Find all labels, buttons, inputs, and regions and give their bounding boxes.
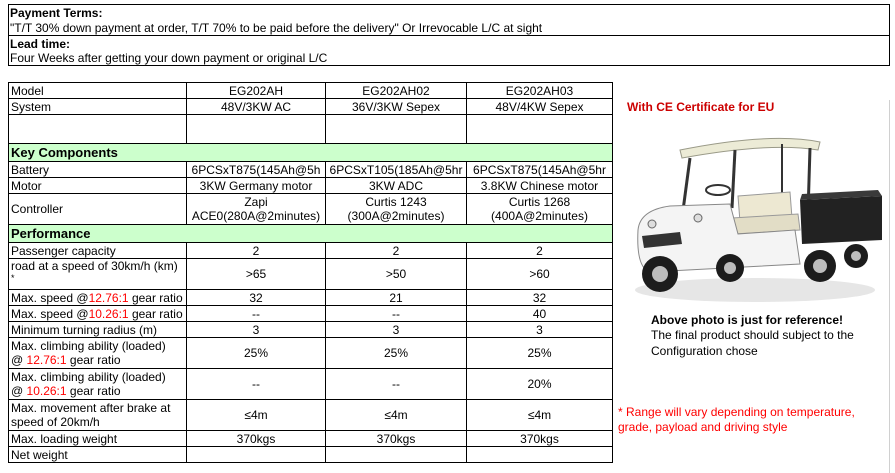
lead-time-heading: Lead time:	[10, 37, 71, 51]
gear-ratio: 10.26:1	[88, 306, 129, 321]
speed-label	[9, 290, 187, 306]
section-header	[9, 225, 613, 243]
empty-cell	[467, 115, 613, 144]
table-row	[9, 369, 613, 400]
controller-spec: (300A@2minutes)	[347, 209, 445, 223]
gear-ratio: 12.76:1	[26, 353, 67, 367]
section-key-components: Key Components	[9, 144, 613, 162]
table-row	[9, 290, 613, 306]
hubcap	[724, 262, 736, 274]
photo-note-heading: Above photo is just for reference!	[651, 313, 844, 327]
brake-value: ≤4m	[467, 400, 613, 431]
controller-brand: Curtis 1268	[508, 195, 571, 209]
table-row	[9, 322, 613, 338]
controller-label: Controller	[9, 194, 187, 225]
label-text: gear ratio	[66, 384, 121, 398]
speed-value: 21	[326, 290, 467, 306]
range-disclaimer: * Range will vary depending on temperature,	[618, 405, 855, 419]
table-row	[9, 99, 613, 115]
gear-ratio: 12.76:1	[88, 290, 129, 305]
spec-table	[8, 82, 613, 463]
label-text: @	[11, 384, 27, 398]
empty-cell	[326, 447, 467, 463]
controller-spec: ACE0(280A@2minutes)	[191, 209, 321, 223]
system-value: 48V/3KW AC	[187, 99, 326, 115]
brake-value: ≤4m	[326, 400, 467, 431]
climb-label	[9, 338, 187, 369]
label-text: gear ratio	[128, 306, 183, 321]
passenger-label: Passenger capacity	[9, 243, 187, 259]
battery-value: 6PCSxT875(145Ah@5h	[187, 162, 326, 178]
turning-value: 3	[326, 322, 467, 338]
table-row-empty	[9, 115, 613, 144]
passenger-value: 2	[187, 243, 326, 259]
loading-value: 370kgs	[326, 431, 467, 447]
section-performance: Performance	[9, 225, 613, 243]
system-value: 48V/4KW Sepex	[467, 99, 613, 115]
range-label-text: road at a speed of 30km/h (km)	[11, 259, 178, 273]
table-row	[9, 162, 613, 178]
speed-label	[9, 306, 187, 322]
range-value: >60	[467, 259, 613, 290]
battery-value: 6PCSxT875(145Ah@5hr	[467, 162, 613, 178]
ce-certificate-note: With CE Certificate for EU	[627, 100, 775, 114]
table-row	[9, 194, 613, 225]
controller-brand: Curtis 1243	[365, 195, 427, 209]
table-row	[9, 178, 613, 194]
passenger-value: 2	[326, 243, 467, 259]
speed-value: --	[187, 306, 326, 322]
table-row	[9, 400, 613, 431]
climb-value: 25%	[187, 338, 326, 369]
motor-value: 3.8KW Chinese motor	[467, 178, 613, 194]
table-row	[9, 83, 613, 99]
brake-value: ≤4m	[187, 400, 326, 431]
empty-cell	[9, 115, 187, 144]
model-name: EG202AH02	[326, 83, 467, 99]
climb-label	[9, 369, 187, 400]
motor-label: Motor	[9, 178, 187, 194]
hubcap	[813, 259, 827, 273]
label-text: gear ratio	[66, 353, 121, 367]
controller-value	[326, 194, 467, 225]
model-label: Model	[9, 83, 187, 99]
label-text: Max. speed @	[11, 290, 89, 305]
headlight	[648, 220, 656, 228]
climb-label-line2	[11, 353, 184, 367]
empty-cell	[187, 115, 326, 144]
table-row	[9, 259, 613, 290]
payment-terms-heading: Payment Terms:	[10, 6, 103, 20]
system-value: 36V/3KW Sepex	[326, 99, 467, 115]
motor-value: 3KW Germany motor	[187, 178, 326, 194]
system-label: System	[9, 99, 187, 115]
climb-value: --	[326, 369, 467, 400]
net-weight-label: Net weight	[9, 447, 187, 463]
loading-label: Max. loading weight	[9, 431, 187, 447]
loading-value: 370kgs	[187, 431, 326, 447]
brake-label	[9, 400, 187, 431]
controller-value	[467, 194, 613, 225]
model-name: EG202AH	[187, 83, 326, 99]
table-row	[9, 447, 613, 463]
range-note-marker: *	[11, 273, 15, 283]
climb-value: 20%	[467, 369, 613, 400]
turning-value: 3	[467, 322, 613, 338]
climb-label-line1: Max. climbing ability (loaded)	[11, 339, 166, 353]
climb-value: 25%	[467, 338, 613, 369]
battery-value: 6PCSxT105(185Ah@5hr	[326, 162, 467, 178]
speed-value: 32	[467, 290, 613, 306]
motor-value: 3KW ADC	[326, 178, 467, 194]
speed-value: 32	[187, 290, 326, 306]
label-text: Max. speed @	[11, 306, 89, 321]
hubcap	[652, 266, 668, 282]
turning-label: Minimum turning radius (m)	[9, 322, 187, 338]
climb-label-line1: Max. climbing ability (loaded)	[11, 370, 166, 384]
section-header	[9, 144, 613, 162]
photo-note-line: The final product should subject to the	[651, 328, 854, 342]
range-disclaimer: grade, payload and driving style	[618, 420, 788, 434]
loading-value: 370kgs	[467, 431, 613, 447]
range-value: >65	[187, 259, 326, 290]
cargo-box	[800, 196, 882, 244]
golf-cart-photo	[620, 118, 888, 308]
payment-terms-text: "T/T 30% down payment at order, T/T 70% to be paid before the delivery" Or Irrevocable L/C at sight	[10, 21, 543, 35]
controller-value	[187, 194, 326, 225]
photo-note-line: Configuration chose	[651, 344, 758, 358]
range-label	[9, 259, 187, 290]
range-value: >50	[326, 259, 467, 290]
speed-value: --	[326, 306, 467, 322]
divider	[8, 35, 890, 36]
battery-label: Battery	[9, 162, 187, 178]
climb-label-line2	[11, 384, 184, 398]
brake-label-line1: Max. movement after brake at	[11, 401, 171, 415]
passenger-value: 2	[467, 243, 613, 259]
climb-value: --	[187, 369, 326, 400]
empty-cell	[467, 447, 613, 463]
controller-spec: (400A@2minutes)	[491, 209, 588, 223]
lead-time-text: Four Weeks after getting your down payment or original L/C	[10, 51, 328, 65]
gear-ratio: 10.26:1	[26, 384, 67, 398]
grid-line	[889, 100, 890, 473]
speed-value: 40	[467, 306, 613, 322]
empty-cell	[187, 447, 326, 463]
brake-label-line2: speed of 20km/h	[11, 415, 100, 429]
model-name: EG202AH03	[467, 83, 613, 99]
headlight	[694, 214, 702, 222]
label-text: gear ratio	[128, 290, 183, 305]
table-row	[9, 243, 613, 259]
table-row	[9, 431, 613, 447]
empty-cell	[326, 115, 467, 144]
controller-brand: Zapi	[244, 195, 268, 209]
label-text: @	[11, 353, 27, 367]
hubcap	[851, 251, 861, 261]
table-row	[9, 306, 613, 322]
turning-value: 3	[187, 322, 326, 338]
climb-value: 25%	[326, 338, 467, 369]
table-row	[9, 338, 613, 369]
